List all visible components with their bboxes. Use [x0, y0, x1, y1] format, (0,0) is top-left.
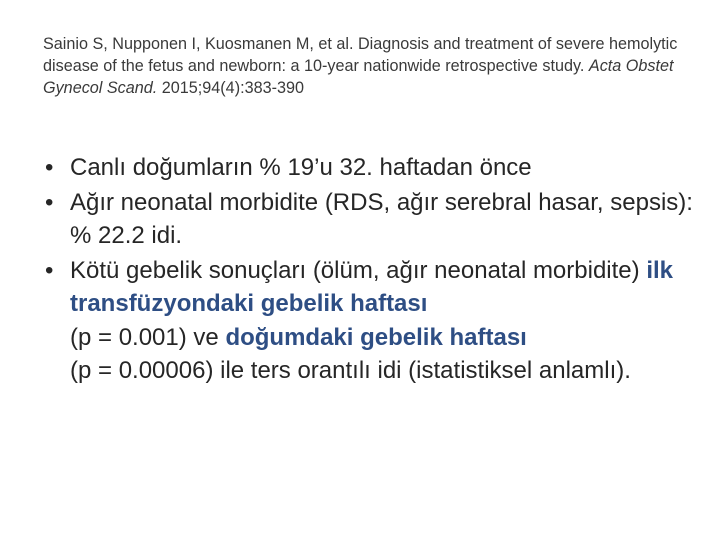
citation — [43, 33, 683, 99]
bullet-icon: • — [45, 154, 54, 181]
highlight-first-transfusion-week: ilk transfüzyondaki gebelik haftası — [70, 256, 673, 317]
bullet-icon: • — [45, 188, 54, 216]
citation-volume: 2015;94(4):383-390 — [161, 79, 304, 97]
bullet-icon: • — [45, 256, 54, 284]
bullet-item-live-births — [43, 151, 693, 185]
bullet-item-pregnancy-outcomes — [43, 254, 693, 388]
bullet-text: Ağır neonatal morbidite (RDS, ağır serebral hasar, sepsis): % 22.2 idi. — [70, 188, 693, 249]
bullet-text-part2: (p = 0.001) ve — [70, 323, 219, 351]
citation-journal: Acta Obstet Gynecol Scand. — [43, 57, 674, 97]
citation-authors-title: Sainio S, Nupponen I, Kuosmanen M, et al. Diagnosis and treatment of severe hemolytic disease of the fetus and newborn: a 10-year nationwide retrospective study. — [43, 35, 678, 75]
bullet-text-part3: (p = 0.00006) ile ters orantılı idi (istatistiksel anlamlı). — [70, 357, 631, 384]
bullet-text-part1: Kötü gebelik sonuçları (ölüm, ağır neonatal morbidite) — [70, 256, 640, 284]
bullet-list — [43, 151, 693, 388]
bullet-text: Canlı doğumların % 19’u 32. haftadan önce — [70, 154, 532, 181]
bullet-item-neonatal-morbidity — [43, 186, 693, 253]
highlight-delivery-week: doğumdaki gebelik haftası — [225, 323, 527, 351]
